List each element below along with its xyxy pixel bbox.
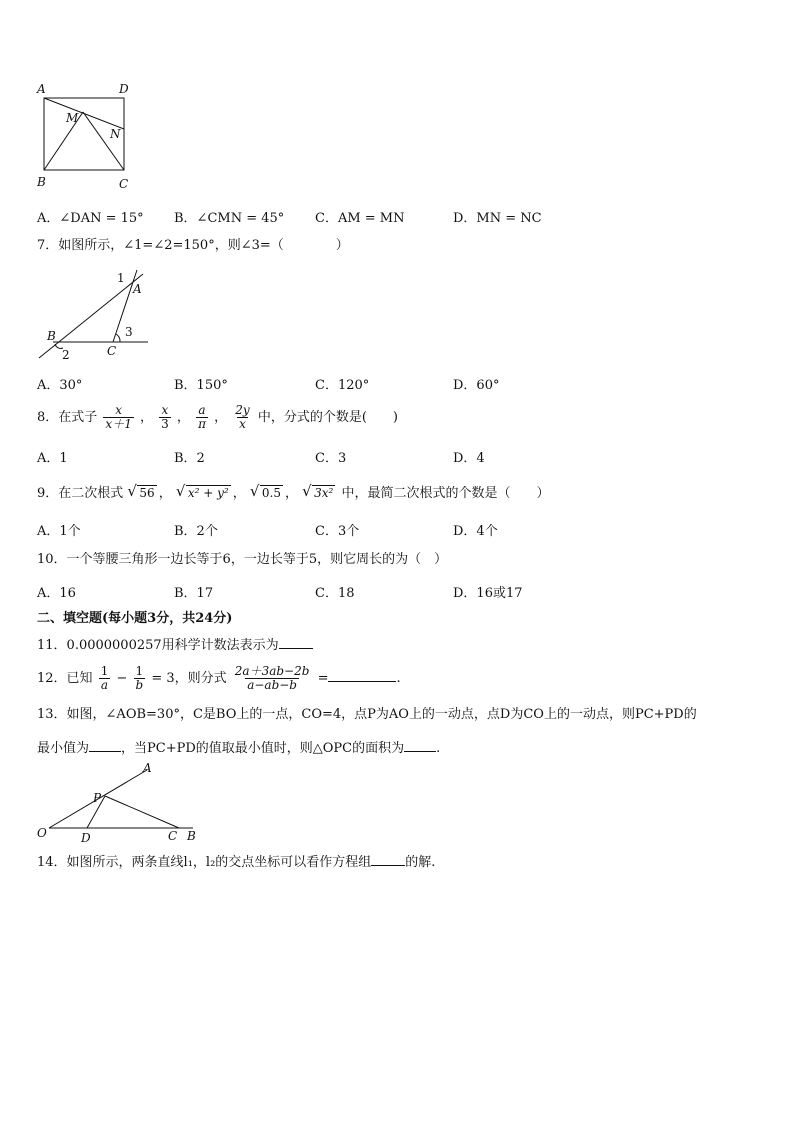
label-C: C	[168, 829, 178, 843]
q13-answer-blank-1[interactable]	[89, 739, 121, 752]
figure-square-abcd	[33, 80, 143, 192]
q12-fraction-2: $\frac{1}{b}$	[135, 664, 144, 692]
q10-option-c: C．18	[315, 586, 355, 601]
q9-option-b: B．2个	[174, 524, 218, 539]
figure-q7-angles	[33, 266, 153, 362]
q8-fraction-1: $\frac{x}{x+1}$	[105, 403, 132, 431]
label-N: N	[110, 127, 121, 141]
q9-option-d: D．4个	[453, 524, 498, 539]
q7-option-d: D．60°	[453, 378, 500, 393]
q7-option-c: C．120°	[315, 378, 370, 393]
label-O: O	[37, 826, 47, 840]
label-P: P	[93, 791, 102, 805]
q9-option-a: A．1个	[37, 524, 81, 539]
q8-stem: 8．在式子 $\frac{x}{x+1}$ ， $\frac{x}{3}$ ， $\frac{a}{\pi}$ ， $\frac{2y}{x}$ 中，分式的个数是( )	[37, 403, 398, 431]
q13-stem-line1: 13．如图，∠AOB=30°，C是BO上的一点，CO=4，点P为AO上的一动点，点D为CO上的一动点，则PC+PD的	[37, 707, 697, 722]
q10-option-b: B．17	[174, 586, 214, 601]
label-angle-3: 3	[125, 325, 133, 339]
label-B: B	[37, 175, 46, 189]
label-B: B	[47, 329, 56, 343]
q12-fraction-3: $\frac{2a+3ab-2b}{a-ab-b}$	[234, 664, 310, 692]
q8-option-b: B．2	[174, 451, 205, 466]
q9-stem: 9．在二次根式 √ 56 ， √ x² + y² ， √ 0.5 ， √ 3x² 中，最简二次根式的个数是（ ）	[37, 482, 550, 505]
q8-option-a: A．1	[37, 451, 68, 466]
q6-option-d: D．MN = NC	[453, 211, 542, 226]
label-M: M	[66, 111, 79, 125]
q9-root-1: √ 56	[129, 482, 156, 505]
label-B: B	[187, 829, 196, 843]
q14-answer-blank[interactable]	[371, 853, 405, 866]
q13-answer-blank-2[interactable]	[404, 739, 436, 752]
label-A: A	[37, 82, 46, 96]
q10-option-a: A．16	[37, 586, 76, 601]
q13-stem-line2: 最小值为 ，当PC+PD的值取最小值时，则△OPC的面积为 .	[37, 741, 441, 756]
q9-root-2: √ x² + y²	[178, 482, 231, 505]
q14-stem: 14．如图所示，两条直线l₁，l₂的交点坐标可以看作方程组 的解.	[37, 855, 436, 870]
label-angle-2: 2	[62, 348, 70, 362]
label-C: C	[107, 344, 117, 358]
q6-option-c: C．AM = MN	[315, 211, 405, 226]
q7-option-a: A．30°	[37, 378, 83, 393]
label-A: A	[143, 761, 152, 775]
q12-stem: 12．已知 $\frac{1}{a}$ − $\frac{1}{b}$ = 3，则分式 $\frac{2a+3ab-2b}{a-ab-b}$ = .	[37, 664, 401, 692]
q9-option-c: C．3个	[315, 524, 360, 539]
figure-q13-angle	[33, 760, 203, 844]
q11-stem: 11．0.0000000257用科学计数法表示为	[37, 636, 313, 655]
q7-option-b: B．150°	[174, 378, 228, 393]
q6-option-b: B．∠CMN = 45°	[174, 211, 285, 226]
section-heading-fill-in: 二、填空题(每小题3分，共24分)	[37, 611, 233, 626]
label-A: A	[133, 282, 142, 296]
label-D: D	[81, 831, 91, 844]
q8-fraction-2: $\frac{x}{3}$	[161, 403, 169, 431]
label-C: C	[119, 177, 129, 191]
q9-root-3: √ 0.5	[252, 482, 283, 505]
q8-option-c: C．3	[315, 451, 347, 466]
q11-answer-blank[interactable]	[279, 636, 313, 649]
q10-stem: 10．一个等腰三角形一边长等于6，一边长等于5，则它周长的为（ ）	[37, 552, 448, 567]
q12-answer-blank[interactable]	[328, 669, 396, 682]
q9-root-4: √ 3x²	[304, 482, 335, 505]
q8-fraction-3: $\frac{a}{\pi}$	[198, 403, 206, 431]
q8-option-d: D．4	[453, 451, 485, 466]
q7-stem: 7．如图所示，∠1=∠2=150°，则∠3=（ ）	[37, 238, 349, 253]
q8-fraction-4: $\frac{2y}{x}$	[235, 403, 250, 431]
q10-option-d: D．16或17	[453, 586, 523, 601]
label-angle-1: 1	[117, 271, 125, 285]
q12-fraction-1: $\frac{1}{a}$	[100, 664, 109, 692]
label-D: D	[119, 82, 129, 96]
q6-option-a: A．∠DAN = 15°	[37, 211, 144, 226]
